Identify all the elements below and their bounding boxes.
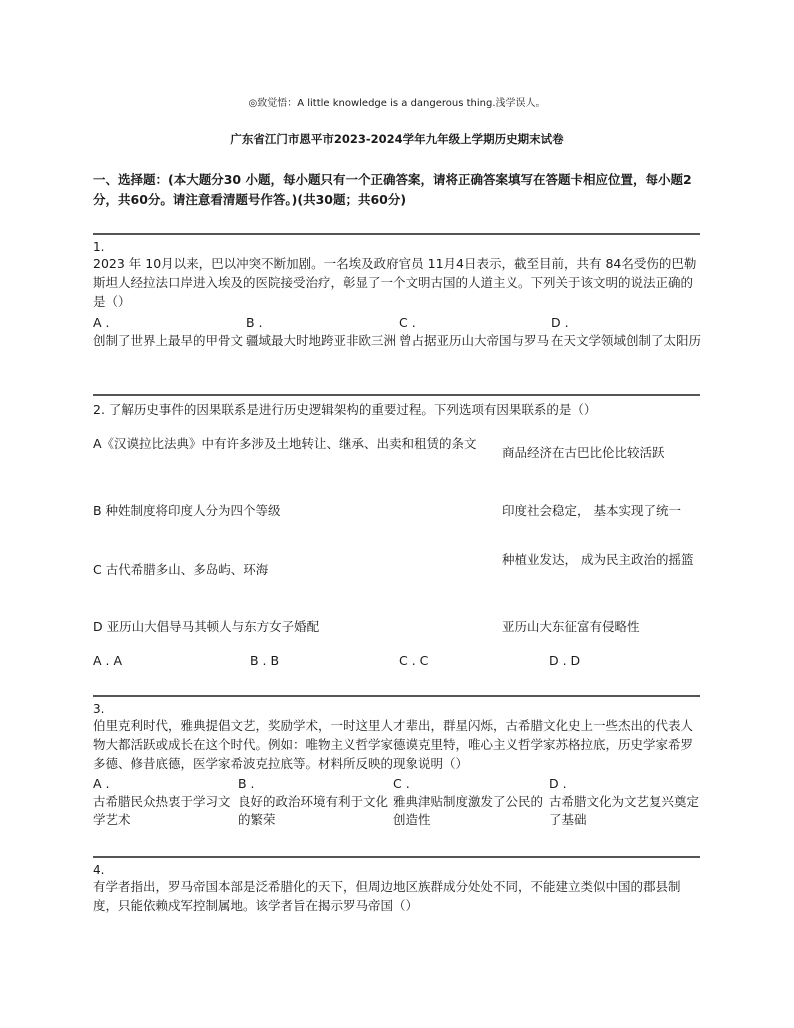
divider [93, 394, 700, 396]
question-stem: 2. 了解历史事件的因果联系是进行历史逻辑架构的重要过程。下列选项有因果联系的是（） [93, 402, 597, 417]
question-stem: 伯里克利时代，雅典提倡文艺，奖励学术，一时这里人才辈出，群星闪烁，古希腊文化史上一些杰出的代表人物大都活跃或成长在这个时代。例如：唯物主义哲学家德谟克里特，唯心主义哲学家苏格拉底，历史学家希罗多德、修昔底德，医学家希波克拉底等。材料所反映的现象说明（） [93, 718, 694, 771]
question-number: 1. [93, 240, 105, 254]
pair-right: 印度社会稳定， 基本实现了统一 [502, 503, 681, 518]
pair-right: 种植业发达， 成为民主政治的摇篮 [502, 552, 694, 567]
page-title: 广东省江门市恩平市2023-2024学年九年级上学期历史期末试卷 [230, 132, 564, 146]
option-b [246, 314, 396, 350]
question-stem: 有学者指出，罗马帝国本部是泛希腊化的天下，但周边地区族群成分处处不同，不能建立类似中国的郡县制度，只能依赖戍军控制属地。该学者旨在揭示罗马帝国（） [93, 879, 681, 913]
option-b [238, 775, 393, 829]
option-c [399, 314, 549, 350]
option-letter: A . [93, 776, 110, 791]
option-d [551, 314, 701, 350]
pair-left: D 亚历山大倡导马其顿人与东方女子婚配 [93, 619, 320, 634]
answer-d: D . D [549, 653, 581, 668]
option-text: 在天文学领域创制了太阳历 [551, 333, 702, 348]
pair-right: 亚历山大东征富有侵略性 [502, 619, 640, 634]
answer-c: C . C [399, 653, 429, 668]
pair-right: 商品经济在古巴比伦比较活跃 [502, 445, 665, 460]
question-number: 4. [93, 863, 105, 877]
option-a [93, 775, 238, 829]
divider [93, 695, 700, 697]
option-d [549, 775, 704, 829]
divider [93, 233, 700, 235]
divider [93, 856, 700, 858]
option-letter: D . [551, 315, 569, 330]
motto: ◎致觉悟：A little knowledge is a dangerous thing.浅学误人。 [248, 98, 546, 109]
option-text: 古希腊民众热衷于学习文学艺术 [93, 794, 231, 827]
option-text: 曾占据亚历山大帝国与罗马 [399, 333, 550, 348]
option-a [93, 314, 243, 350]
option-text: 古希腊文化为文艺复兴奠定了基础 [549, 794, 700, 827]
option-letter: D . [549, 776, 567, 791]
option-text: 疆域最大时地跨亚非欧三洲 [246, 333, 397, 348]
question-number: 3. [93, 702, 105, 716]
option-letter: B . [246, 315, 263, 330]
option-text: 创制了世界上最早的甲骨文 [93, 333, 244, 348]
option-text: 良好的政治环境有利于文化的繁荣 [238, 794, 389, 827]
option-letter: A . [93, 315, 110, 330]
option-text: 雅典津贴制度激发了公民的创造性 [393, 794, 544, 827]
pair-left: A《汉谟拉比法典》中有许多涉及土地转让、继承、出卖和租赁的条文 [93, 436, 477, 451]
question-stem: 2023 年 10月以来，巴以冲突不断加剧。一名埃及政府官员 11月4日表示，截至目前，共有 84名受伤的巴勒斯坦人经拉法口岸进入埃及的医院接受治疗，彰显了一个文明古国的人道主义。下列关于该文明的说法正确的是（） [93, 256, 697, 309]
answer-b: B . B [250, 653, 280, 668]
option-c [393, 775, 548, 829]
option-letter: B . [238, 776, 255, 791]
pair-left: B 种姓制度将印度人分为四个等级 [93, 503, 281, 518]
answer-a: A . A [93, 653, 123, 668]
option-letter: C . [393, 776, 410, 791]
option-letter: C . [399, 315, 416, 330]
section-heading: 一、选择题：(本大题分30 小题，每小题只有一个正确答案，请将正确答案填写在答题卡相应位置，每小题2 分，共60分。请注意看清题号作答。)(共30题；共60分) [93, 172, 692, 207]
pair-left: C 古代希腊多山、多岛屿、环海 [93, 562, 269, 577]
